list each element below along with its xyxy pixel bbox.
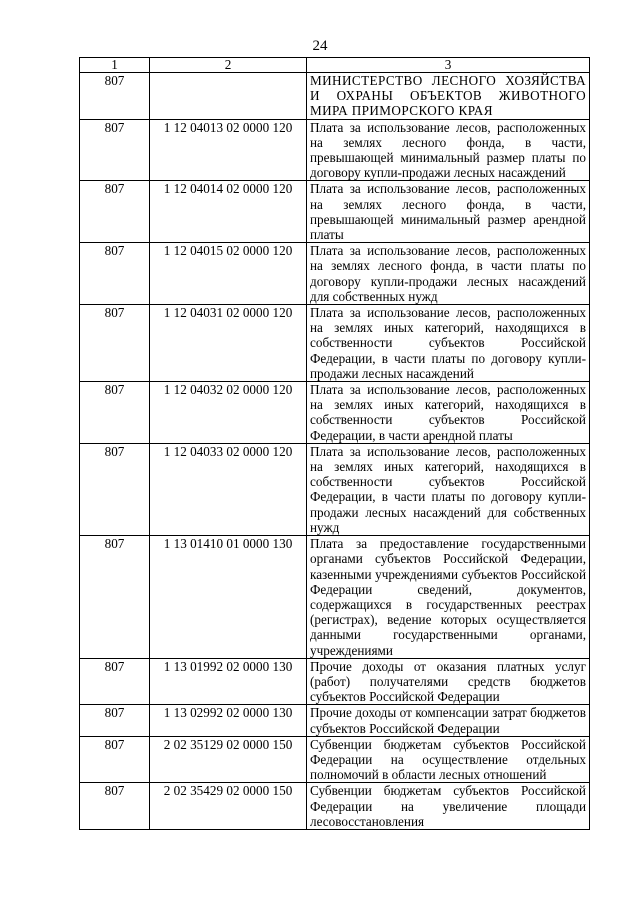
admin-code-cell: 807 [80, 443, 150, 535]
table-row [80, 243, 590, 305]
description-cell: Прочие доходы от оказания платных услуг (работ) получателями средств бюджетов субъектов Российской Федерации [307, 658, 590, 705]
description-cell: Субвенции бюджетам субъектов Российской Федерации на осуществление отдельных полномочий в области лесных отношений [307, 736, 590, 783]
description-cell: Прочие доходы от компенсации затрат бюджетов субъектов Российской Федерации [307, 705, 590, 736]
admin-code-cell: 807 [80, 658, 150, 705]
revenue-code-cell [150, 73, 307, 120]
revenue-code-cell: 2 02 35429 02 0000 150 [150, 783, 307, 830]
table-row [80, 736, 590, 783]
revenue-code-cell: 1 12 04013 02 0000 120 [150, 119, 307, 181]
admin-code-cell: 807 [80, 382, 150, 444]
revenue-code-cell: 1 12 04015 02 0000 120 [150, 243, 307, 305]
admin-code-cell: 807 [80, 243, 150, 305]
revenue-code-cell: 1 12 04032 02 0000 120 [150, 382, 307, 444]
revenue-code-cell: 1 12 04014 02 0000 120 [150, 181, 307, 243]
description-cell: Плата за использование лесов, расположенных на землях лесного фонда, в части платы по договору купли-продажи лесных насаждений для собственных нужд [307, 243, 590, 305]
description-cell: Плата за предоставление государственными органами субъектов Российской Федерации, казенными учреждениями субъектов Российской Федерации сведений, документов, содержащихся в государственных реестрах (регистрах), ведение которых осуществляется данными государственными органами, учреждениями [307, 536, 590, 659]
admin-code-cell: 807 [80, 119, 150, 181]
table-row [80, 658, 590, 705]
table-row [80, 181, 590, 243]
revenue-code-cell: 1 13 01410 01 0000 130 [150, 536, 307, 659]
revenue-code-cell: 2 02 35129 02 0000 150 [150, 736, 307, 783]
admin-code-cell: 807 [80, 736, 150, 783]
description-cell: Плата за использование лесов, расположенных на землях иных категорий, находящихся в собственности субъектов Российской Федерации, в части арендной платы [307, 382, 590, 444]
table-row [80, 705, 590, 736]
admin-code-cell: 807 [80, 305, 150, 382]
admin-code-cell: 807 [80, 73, 150, 120]
admin-code-cell: 807 [80, 536, 150, 659]
column-header-3: 3 [307, 58, 590, 73]
column-header-1: 1 [80, 58, 150, 73]
table-row [80, 305, 590, 382]
description-cell: МИНИСТЕРСТВО ЛЕСНОГО ХОЗЯЙСТВА И ОХРАНЫ ОБЪЕКТОВ ЖИВОТНОГО МИРА ПРИМОРСКОГО КРАЯ [307, 73, 590, 120]
description-cell: Субвенции бюджетам субъектов Российской Федерации на увеличение площади лесовосстановления [307, 783, 590, 830]
column-header-2: 2 [150, 58, 307, 73]
revenue-code-cell: 1 13 01992 02 0000 130 [150, 658, 307, 705]
description-cell: Плата за использование лесов, расположенных на землях иных категорий, находящихся в собственности субъектов Российской Федерации, в части платы по договору купли-продажи лесных насаждений [307, 305, 590, 382]
revenue-code-cell: 1 12 04031 02 0000 120 [150, 305, 307, 382]
description-cell: Плата за использование лесов, расположенных на землях лесного фонда, в части, превышающей минимальный размер платы по договору купли-продажи лесных насаждений [307, 119, 590, 181]
admin-code-cell: 807 [80, 181, 150, 243]
description-cell: Плата за использование лесов, расположенных на землях иных категорий, находящихся в собственности субъектов Российской Федерации, в части платы по договору купли-продажи лесных насаждений для собственных нужд [307, 443, 590, 535]
admin-code-cell: 807 [80, 783, 150, 830]
revenue-code-cell: 1 13 02992 02 0000 130 [150, 705, 307, 736]
table-row [80, 119, 590, 181]
table-row [80, 536, 590, 659]
description-cell: Плата за использование лесов, расположенных на землях лесного фонда, в части, превышающей минимальный размер арендной платы [307, 181, 590, 243]
admin-code-cell: 807 [80, 705, 150, 736]
table-row [80, 382, 590, 444]
revenue-code-cell: 1 12 04033 02 0000 120 [150, 443, 307, 535]
table-row [80, 443, 590, 535]
column-number-row [80, 58, 590, 73]
table-row [80, 783, 590, 830]
revenue-classification-table [79, 57, 590, 830]
table-row [80, 73, 590, 120]
page-number: 24 [312, 38, 328, 54]
